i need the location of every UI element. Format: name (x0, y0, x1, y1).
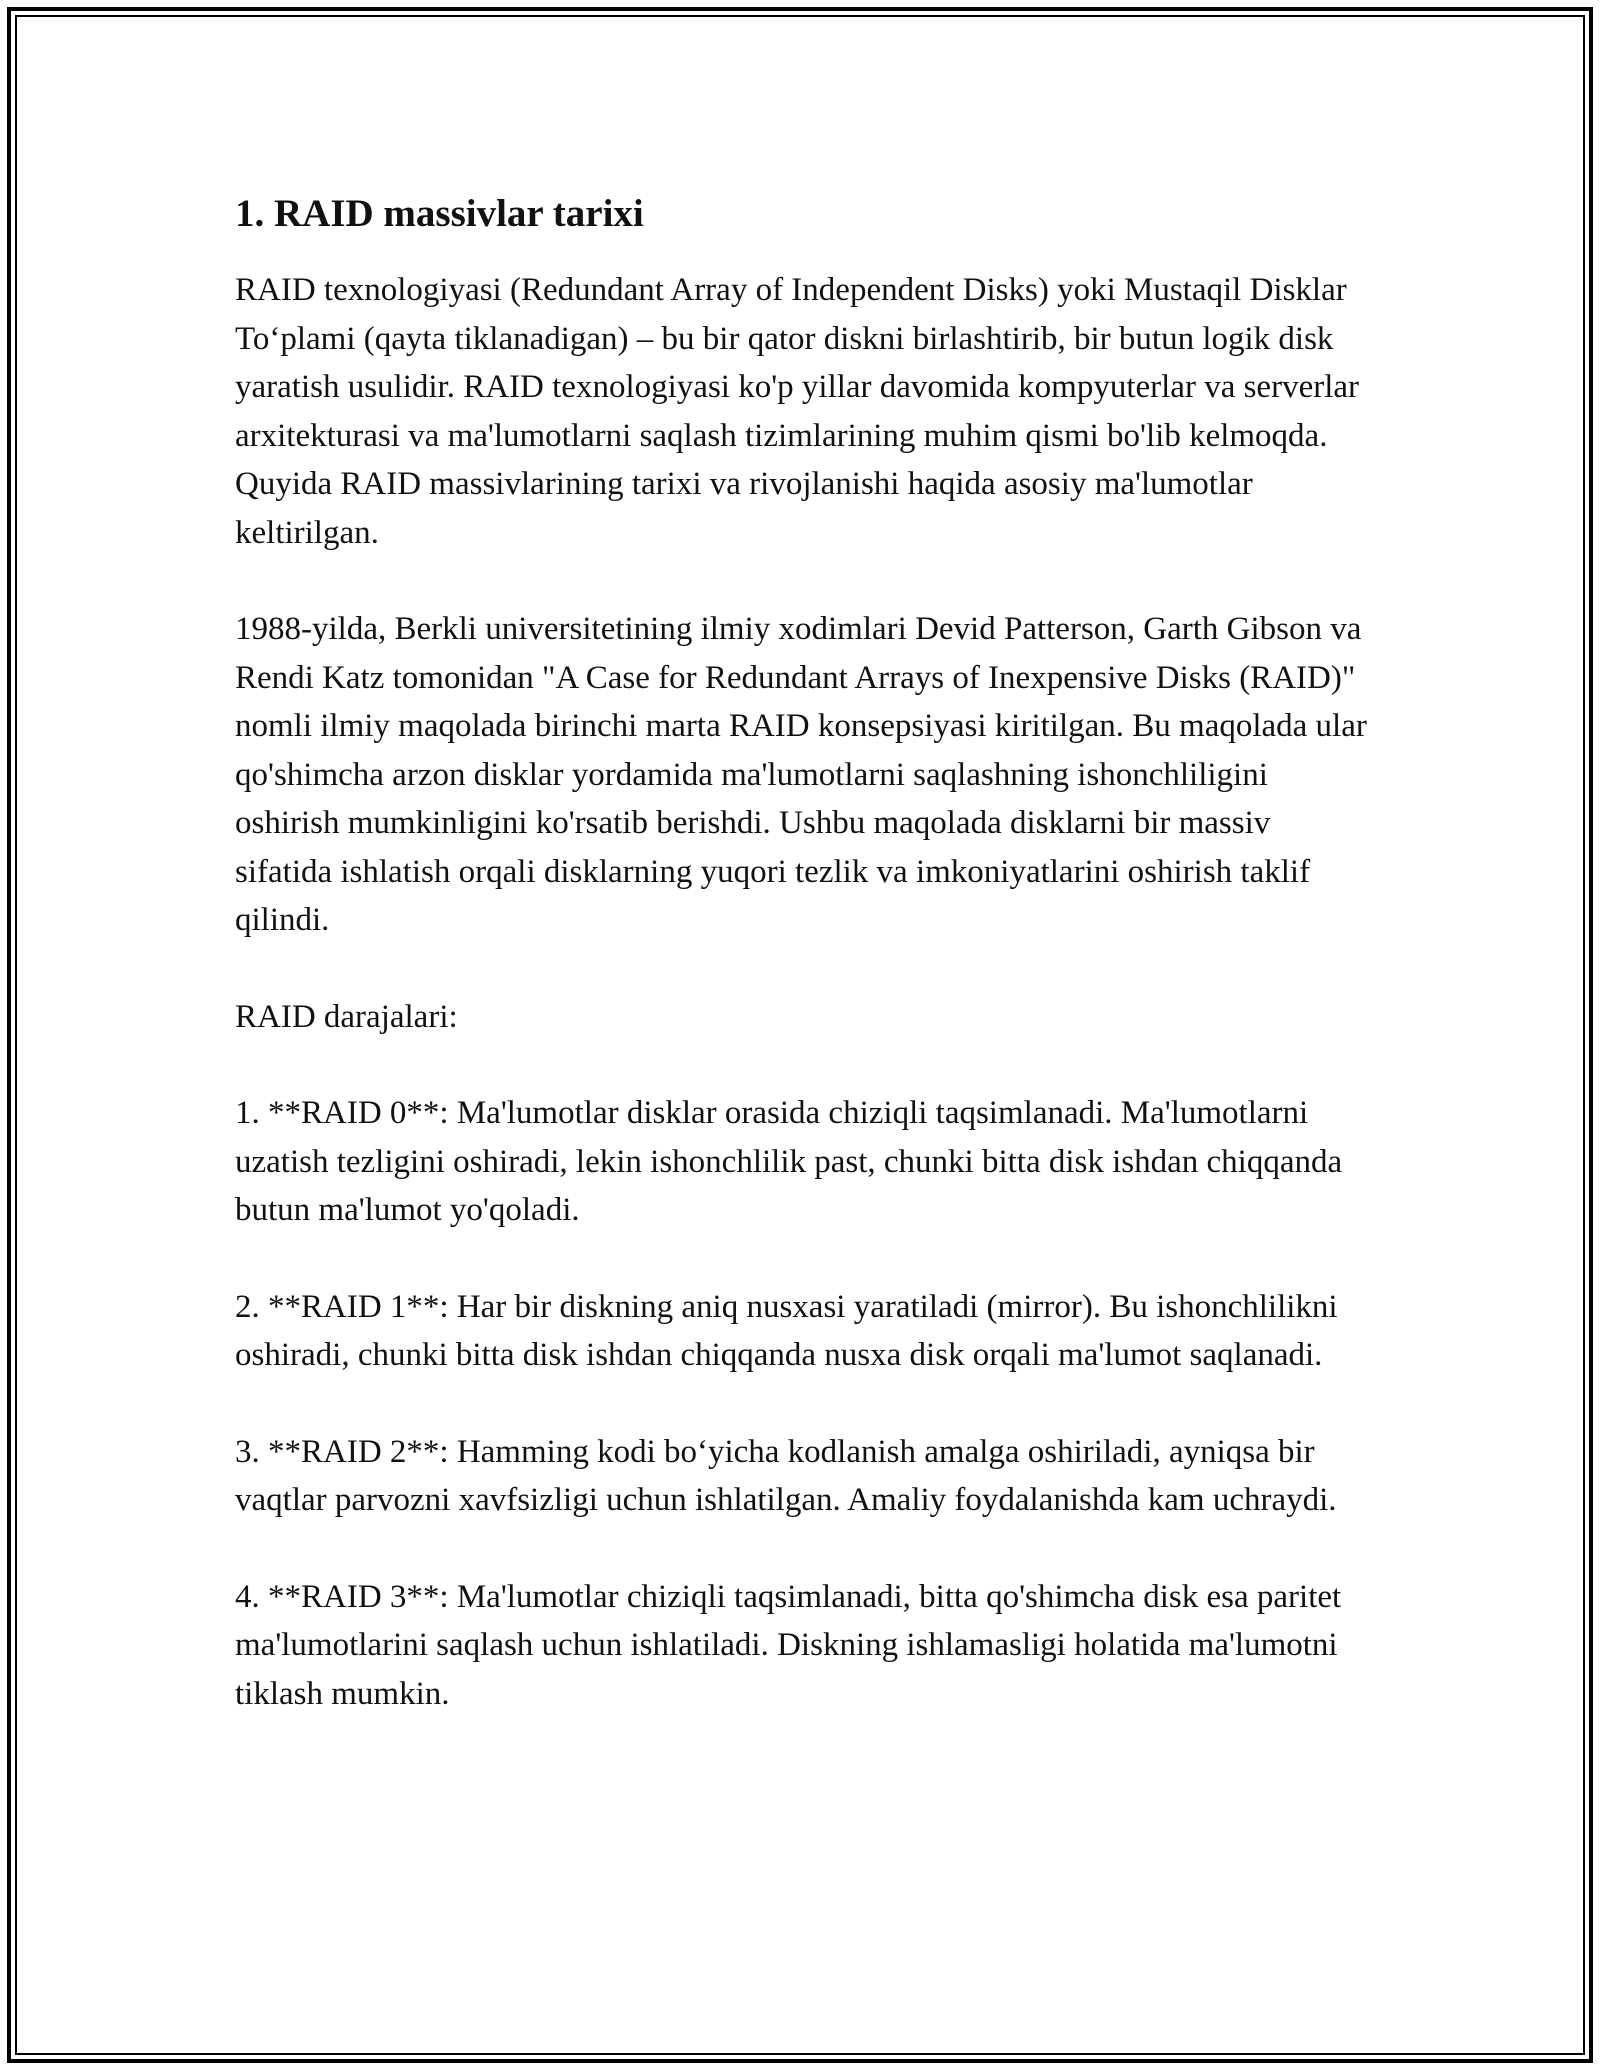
raid-3-paragraph: 4. **RAID 3**: Ma'lumotlar chiziqli taqsimlanadi, bitta qo'shimcha disk esa paritet ma'lumotlarini saqlash uchun ishlatiladi. Diskning ishlamasligi holatida ma'lumotni tiklash mumkin. (235, 1578, 1342, 1712)
raid-2-paragraph: 3. **RAID 2**: Hamming kodi bo‘yicha kodlanish amalga oshiriladi, ayniqsa bir vaqtlar parvozni xavfsizligi uchun ishlatilgan. Amaliy foydalanishda kam uchraydi. (235, 1433, 1337, 1518)
raid-1-paragraph: 2. **RAID 1**: Har bir diskning aniq nusxasi yaratiladi (mirror). Bu ishonchlilikni oshiradi, chunki bitta disk ishdan chiqqanda nusxa disk orqali ma'lumot saqlanadi. (235, 1288, 1338, 1373)
raid-0-paragraph: 1. **RAID 0**: Ma'lumotlar disklar orasida chiziqli taqsimlanadi. Ma'lumotlarni uzatish tezligini oshiradi, lekin ishonchlilik past, chunki bitta disk ishdan chiqqanda butun ma'lumot yo'qoladi. (235, 1095, 1343, 1228)
page-title: 1. RAID massivlar tarixi (235, 192, 644, 235)
raid-levels-heading: RAID darajalari: (235, 998, 458, 1035)
history-paragraph: 1988-yilda, Berkli universitetining ilmiy xodimlari Devid Patterson, Garth Gibson va Rendi Katz tomonidan "A Case for Redundant Arrays of Inexpensive Disks (RAID)" nomli ilmiy maqolada birinchi marta RAID konsepsiyasi kiritilgan. Bu maqolada ular qo'shimcha arzon disklar yordamida ma'lumotlarni saqlashning ishonchliligini oshirish mumkinligini ko'rsatib berishdi. Ushbu maqolada disklarni bir massiv sifatida ishlatish orqali disklarning yuqori tezlik va imkoniyatlarini oshirish taklif qilindi. (235, 611, 1367, 938)
document-body (235, 186, 1375, 1766)
intro-paragraph: RAID texnologiyasi (Redundant Array of Independent Disks) yoki Mustaqil Disklar To‘plami (qayta tiklanadigan) – bu bir qator diskni birlashtirib, bir butun logik disk yaratish usulidir. RAID texnologiyasi ko'p yillar davomida kompyuterlar va serverlar arxitekturasi va ma'lumotlarni saqlash tizimlarining muhim qismi bo'lib kelmoqda. Quyida RAID massivlarining tarixi va rivojlanishi haqida asosiy ma'lumotlar keltirilgan. (235, 272, 1360, 551)
